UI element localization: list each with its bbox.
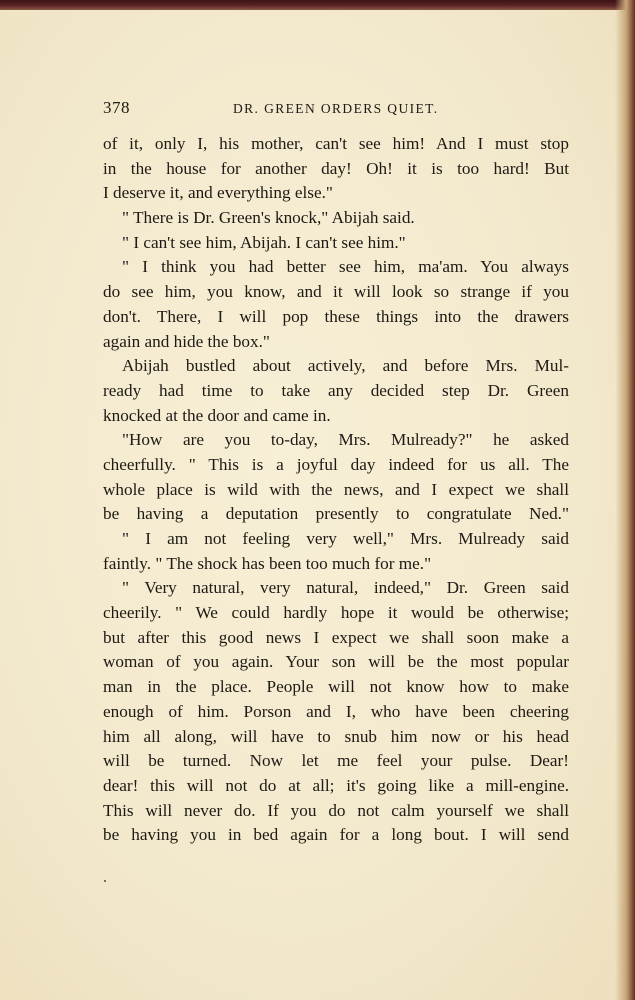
- text-line: " There is Dr. Green's knock," Abijah said.: [122, 208, 415, 228]
- text-line: cheerily. " We could hardly hope it would be otherwise;: [103, 603, 569, 623]
- text-line: will be turned. Now let me feel your pulse. Dear!: [103, 751, 569, 771]
- text-line: in the house for another day! Oh! it is too hard! But: [103, 158, 569, 178]
- text-line: I deserve it, and everything else.": [103, 183, 333, 203]
- paper-speck: [104, 880, 106, 882]
- text-line: of it, only I, his mother, can't see him! And I must stop: [103, 134, 569, 153]
- text-line: Abijah bustled about actively, and before Mrs. Mul-: [122, 356, 569, 376]
- page-top-edge: [0, 0, 635, 10]
- text-line: don't. There, I will pop these things into the drawers: [103, 306, 569, 326]
- text-line: This will never do. If you do not calm yourself we shall: [103, 800, 569, 820]
- text-line: do see him, you know, and it will look so strange if you: [103, 282, 569, 302]
- text-line: cheerfully. " This is a joyful day indeed for us all. The: [103, 454, 569, 474]
- text-line: " I think you had better see him, ma'am. You always: [122, 257, 569, 277]
- running-head: DR. GREEN ORDERS QUIET.: [233, 101, 439, 116]
- body-text: [103, 132, 569, 848]
- text-line: be having you in bed again for a long bout. I will send: [103, 825, 569, 845]
- page-right-edge: [615, 0, 635, 1000]
- text-line: but after this good news I expect we shall soon make a: [103, 627, 569, 647]
- text-line: " I can't see him, Abijah. I can't see him.": [122, 232, 406, 252]
- text-line: ready had time to take any decided step Dr. Green: [103, 380, 569, 400]
- text-line: "How are you to-day, Mrs. Mulready?" he asked: [122, 430, 569, 450]
- text-line: faintly. " The shock has been too much for me.": [103, 553, 432, 573]
- text-line: woman of you again. Your son will be the most popular: [103, 652, 569, 672]
- text-line: dear! this will not do at all; it's going like a mill-engine.: [103, 775, 569, 795]
- page-header: [103, 98, 569, 122]
- page-number: 378: [103, 98, 130, 117]
- text-line: knocked at the door and came in.: [103, 405, 331, 425]
- text-line: again and hide the box.": [103, 331, 270, 351]
- text-line: whole place is wild with the news, and I expect we shall: [103, 479, 569, 499]
- text-line: him all along, will have to snub him now or his head: [103, 726, 569, 746]
- text-line: enough of him. Porson and I, who have been cheering: [103, 701, 569, 721]
- text-line: " I am not feeling very well," Mrs. Mulready said: [122, 529, 569, 548]
- text-line: man in the place. People will not know how to make: [103, 677, 569, 697]
- text-line: " Very natural, very natural, indeed," Dr. Green said: [122, 578, 569, 598]
- text-line: be having a deputation presently to congratulate Ned.": [103, 504, 569, 524]
